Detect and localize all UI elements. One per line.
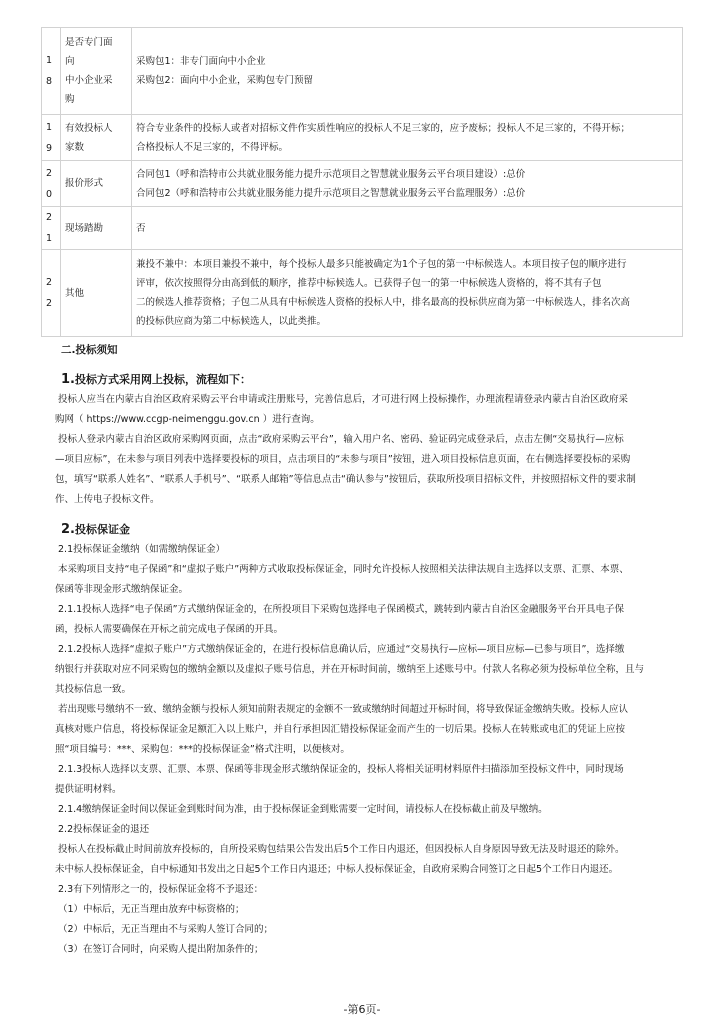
table-row: [42, 28, 683, 115]
row-number-digit: 1: [46, 233, 53, 244]
row-number-digit: 9: [46, 142, 53, 154]
row-number-digit: 8: [46, 76, 53, 87]
paragraph: [55, 840, 686, 880]
row-value: [132, 161, 683, 207]
label-line: 现场踏勘: [65, 222, 104, 234]
label-line: 家数: [65, 141, 85, 153]
label-line: 购: [65, 94, 75, 105]
row-number: [42, 250, 61, 337]
value-line: 合格投标人不足三家的，不得评标。: [136, 141, 289, 153]
document-body: [55, 340, 686, 960]
value-line: 符合专业条件的投标人或者对招标文件作实质性响应的投标人不足三家的，应予废标；投标人不足三家的，不得开标；: [136, 122, 631, 134]
subheading: 2.1投标保证金缴纳（如需缴纳保证金）: [58, 544, 226, 555]
paragraph-line: 购网（ https://www.ccgp-neimenggu.gov.cn ）进行查询。: [55, 414, 320, 425]
paragraph-line: 未中标人投标保证金，自中标通知书发出之日起5个工作日内退还；中标人投标保证金，自政府采购合同签订之日起5个工作日内退还。: [55, 864, 619, 875]
row-value: [132, 250, 683, 337]
section-title: 二.投标须知: [61, 344, 118, 356]
paragraph: [55, 560, 686, 600]
paragraph-line: 纳银行并获取对应不同采购包的缴纳金额以及虚拟子账号信息，并在开标时间前，缴纳至上述账号中。付款人名称必须为投标单位全称，且与: [55, 664, 645, 675]
paragraph: 2.1.4缴纳保证金时间以保证金到账时间为准，由于投标保证金到账需要一定时间，请投标人在投标截止前及早缴纳。: [58, 804, 548, 815]
heading-number: 2.: [61, 522, 75, 537]
row-number-digit: 2: [46, 298, 53, 309]
paragraph-line: 若出现账号缴纳不一致、缴纳金额与投标人须知前附表规定的金额不一致或缴纳时间超过开标时间，将导致保证金缴纳失败。投标人应认: [58, 704, 629, 715]
row-number-digit: 1: [46, 121, 53, 133]
subheading: 2.2投标保证金的退还: [58, 824, 150, 835]
paragraph-line: 提供证明材料。: [55, 784, 122, 795]
row-number-digit: 2: [46, 212, 53, 223]
list-item: （2）中标后，无正当理由不与采购人签订合同的；: [58, 924, 274, 935]
paragraph-line: 投标人登录内蒙古自治区政府采购网页面，点击“政府采购云平台”，输入用户名、密码、验证码完成登录后，点击左侧“交易执行—应标: [58, 434, 624, 445]
value-line: 合同包1（呼和浩特市公共就业服务能力提升示范项目之智慧就业服务云平台项目建设）:总价: [136, 168, 526, 180]
row-label: [61, 161, 132, 207]
label-line: 其他: [65, 287, 85, 299]
paragraph-line: 照“项目编号：***、采购包：***的投标保证金”格式注明，以便核对。: [55, 744, 350, 755]
subheading: 2.3有下列情形之一的，投标保证金将不予退还：: [58, 884, 264, 895]
value-line: 采购包2：面向中小企业，采购包专门预留: [136, 75, 314, 86]
row-label: [61, 207, 132, 250]
paragraph: [55, 700, 686, 760]
table-row: [42, 207, 683, 250]
list-item: （3）在签订合同时，向采购人提出附加条件的；: [58, 944, 264, 955]
paragraph: [55, 760, 686, 800]
row-value: [132, 28, 683, 115]
label-line: 报价形式: [65, 178, 104, 189]
value-line: 合同包2（呼和浩特市公共就业服务能力提升示范项目之智慧就业服务云平台监理服务）:总价: [136, 187, 526, 199]
list-item: （1）中标后，无正当理由放弃中标资格的；: [58, 904, 245, 915]
table-row: [42, 161, 683, 207]
value-line: 二的候选人推荐资格；子包二从具有中标候选人资格的投标人中，排名最高的投标供应商为第一中标候选人，排名次高: [136, 297, 631, 308]
row-value: [132, 207, 683, 250]
paragraph: [55, 430, 686, 510]
row-label: [61, 115, 132, 161]
heading-text: 投标方式采用网上投标，流程如下：: [74, 373, 251, 386]
paragraph-line: 包，填写“联系人姓名”、“联系人手机号”、“联系人邮箱”等信息点击“确认参与”按钮后，获取所投项目招标文件，并按照招标文件的要求制: [55, 474, 636, 485]
heading-text: 投标保证金: [74, 523, 130, 536]
paragraph-line: 本采购项目支持“电子保函”和“虚拟子账户”两种方式收取投标保证金，同时允许投标人按照相关法律法规自主选择以支票、汇票、本票、: [58, 564, 629, 575]
row-label: [61, 250, 132, 337]
row-value: [132, 115, 683, 161]
row-number: [42, 28, 61, 115]
table-row: [42, 250, 683, 337]
subsection-heading-bid-bond: [61, 520, 686, 540]
value-line: 采购包1：非专门面向中小企业: [136, 56, 266, 67]
paragraph: [55, 600, 686, 640]
paragraph-line: 2.1.3投标人选择以支票、汇票、本票、保函等非现金形式缴纳保证金的，投标人将相关证明材料原件扫描添加至投标文件中，同时现场: [58, 764, 624, 775]
paragraph: [55, 390, 686, 430]
paragraph-line: 2.1.1投标人选择“电子保函”方式缴纳保证金的，在所投项目下采购包选择电子保函模式，跳转到内蒙古自治区金融服务平台开具电子保: [58, 604, 625, 615]
paragraph-line: 真核对账户信息，将投标保证金足额汇入以上账户，并自行承担因汇错投标保证金而产生的一切后果。投标人在转账或电汇的凭证上应按: [55, 724, 626, 735]
row-number-digit: 2: [46, 167, 53, 179]
heading-number: 1.: [61, 372, 75, 387]
page-number: -第6页-: [343, 1003, 381, 1016]
paragraph-line: 2.1.2投标人选择“虚拟子账户”方式缴纳保证金的，在进行投标信息确认后，应通过“交易执行—应标—项目应标—已参与项目”，选择缴: [58, 644, 625, 655]
paragraph: [55, 640, 686, 700]
paragraph-line: 投标人在投标截止时间前放弃投标的，自所投采购包结果公告发出后5个工作日内退还，但因投标人自身原因导致无法及时退还的除外。: [58, 844, 625, 855]
value-line: 否: [136, 222, 146, 234]
paragraph-line: 函，投标人需要确保在开标之前完成电子保函的开具。: [55, 624, 284, 635]
requirements-table: [41, 27, 683, 337]
value-line: 兼投不兼中：本项目兼投不兼中，每个投标人最多只能被确定为1个子包的第一中标候选人。本项目按子包的顺序进行: [136, 259, 627, 270]
paragraph-line: 保函等非现金形式缴纳保证金。: [55, 584, 189, 595]
row-label: [61, 28, 132, 115]
label-line: 中小企业采: [65, 75, 113, 86]
value-line: 的投标供应商为第二中标候选人，以此类推。: [136, 316, 327, 327]
row-number: [42, 161, 61, 207]
table-row: [42, 115, 683, 161]
paragraph-line: 作、上传电子投标文件。: [55, 494, 160, 505]
value-line: 评审，依次按照得分由高到低的顺序，推荐中标候选人。已获得子包一的第一中标候选人资格的，将不其有子包: [136, 278, 602, 289]
row-number: [42, 115, 61, 161]
paragraph-line: 其投标信息一致。: [55, 684, 132, 695]
row-number-digit: 0: [46, 188, 53, 200]
subsection-heading-online-bidding: [61, 370, 686, 390]
label-line: 是否专门面: [65, 37, 113, 48]
label-line: 有效投标人: [65, 122, 113, 134]
paragraph-line: —项目应标”，在未参与项目列表中选择要投标的项目，点击项目的“未参与项目”按钮，进入项目投标信息页面，在右侧选择要投标的采购: [55, 454, 631, 465]
label-line: 向: [65, 56, 75, 67]
row-number-digit: 2: [46, 277, 53, 288]
row-number-digit: 1: [46, 55, 53, 66]
row-number: [42, 207, 61, 250]
paragraph-line: 投标人应当在内蒙古自治区政府采购云平台申请或注册账号，完善信息后，才可进行网上投标操作，办理流程请登录内蒙古自治区政府采: [58, 394, 629, 405]
